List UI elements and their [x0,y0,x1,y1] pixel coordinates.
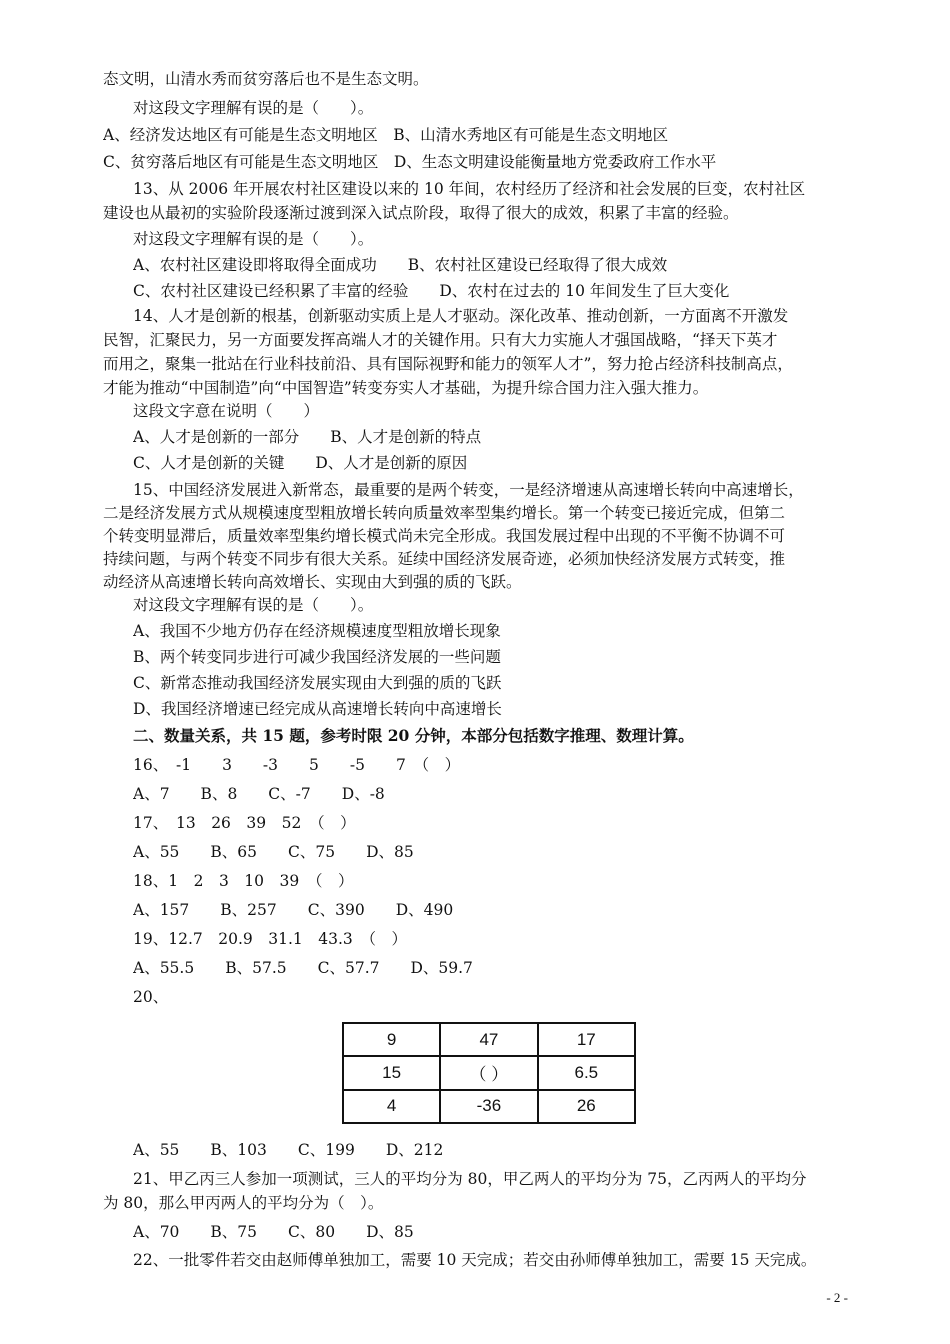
grid-cell: 9 [343,1023,440,1056]
options-line: C、人才是创新的关键 D、人才是创新的原因 [133,454,468,472]
section-heading: 二、数量关系，共 15 题，参考时限 20 分钟，本部分包括数字推理、数理计算。 [133,726,694,745]
text-line: 二是经济发展方式从规模速度型粗放增长转向质量效率型集约增长。第一个转变已接近完成，但第二 [103,504,786,522]
grid-cell: -36 [440,1090,537,1123]
text-line: 民智，汇聚民力，另一方面要发挥高端人才的关键作用。只有大力实施人才强国战略，“择天下英才 [103,331,778,349]
grid-cell: 47 [440,1023,537,1056]
grid-row [343,1090,635,1123]
text-line: 动经济从高速增长转向高效增长、实现由大到强的质的飞跃。 [103,573,522,591]
question-20: 20、 [133,988,169,1006]
grid-cell: 4 [343,1090,440,1123]
option-a: A、我国不少地方仍存在经济规模速度型粗放增长现象 [133,622,501,640]
number-grid [342,1022,636,1124]
options-line: A、55 B、103 C、199 D、212 [133,1141,444,1159]
text-line: 为 80，那么甲丙两人的平均分为（ ）。 [103,1194,384,1212]
options-line: A、55.5 B、57.5 C、57.7 D、59.7 [133,959,473,977]
question-22: 22、一批零件若交由赵师傅单独加工，需要 10 天完成；若交由孙师傅单独加工，需要 15 天完成。 [133,1251,817,1269]
options-line: C、农村社区建设已经积累了丰富的经验 D、农村在过去的 10 年间发生了巨大变化 [133,282,730,300]
text-line: 才能为推动“中国制造”向“中国智造”转变夯实人才基础，为提升综合国力注入强大推力。 [103,379,709,397]
question-14: 14、人才是创新的根基，创新驱动实质上是人才驱动。深化改革、推动创新，一方面离不开激发 [133,307,789,325]
question-15: 15、中国经济发展进入新常态，最重要的是两个转变，一是经济增速从高速增长转向中高速增长， [133,481,804,499]
option-d: D、我国经济增速已经完成从高速增长转向中高速增长 [133,700,502,718]
question-prompt: 对这段文字理解有误的是（ ）。 [133,99,374,117]
question-17: 17、 13 26 39 52 （ ） [133,814,356,832]
grid-cell: 17 [538,1023,635,1056]
question-prompt: 对这段文字理解有误的是（ ）。 [133,596,374,614]
options-line: C、贫穷落后地区有可能是生态文明地区 D、生态文明建设能衡量地方党委政府工作水平 [103,153,717,171]
options-line: A、经济发达地区有可能是生态文明地区 B、山清水秀地区有可能是生态文明地区 [103,126,669,144]
option-c: C、新常态推动我国经济发展实现由大到强的质的飞跃 [133,674,502,692]
question-prompt: 这段文字意在说明（ ） [133,402,320,420]
grid-cell: 6.5 [538,1056,635,1089]
option-b: B、两个转变同步进行可减少我国经济发展的一些问题 [133,648,501,666]
question-19: 19、12.7 20.9 31.1 43.3 （ ） [133,930,408,948]
grid-row [343,1056,635,1089]
grid-row [343,1023,635,1056]
text-line: 而用之，聚集一批站在行业科技前沿、具有国际视野和能力的领军人才”，努力抢占经济科技制高点， [103,355,793,373]
options-line: A、人才是创新的一部分 B、人才是创新的特点 [133,428,482,446]
grid-cell: 15 [343,1056,440,1089]
text-line: 持续问题，与两个转变不同步有很大关系。延续中国经济发展奇迹，必须加快经济发展方式转变，推 [103,550,786,568]
question-prompt: 对这段文字理解有误的是（ ）。 [133,230,374,248]
question-18: 18、1 2 3 10 39 （ ） [133,872,354,890]
grid-cell: 26 [538,1090,635,1123]
options-line: A、农村社区建设即将取得全面成功 B、农村社区建设已经取得了很大成效 [133,256,668,274]
page-number: - 2 - [826,1290,848,1305]
options-line: A、55 B、65 C、75 D、85 [133,843,414,861]
question-21: 21、甲乙丙三人参加一项测试，三人的平均分为 80，甲乙两人的平均分为 75，乙丙两人的平均分 [133,1170,807,1188]
text-line: 建设也从最初的实验阶段逐渐过渡到深入试点阶段，取得了很大的成效，积累了丰富的经验。 [103,204,739,222]
question-16: 16、 -1 3 -3 5 -5 7 （ ） [133,756,461,774]
text-line: 个转变明显滞后，质量效率型集约增长模式尚未完全形成。我国发展过程中出现的不平衡不协调不可 [103,527,786,545]
options-line: A、7 B、8 C、-7 D、-8 [133,785,385,803]
grid-cell-blank: （ ） [440,1056,537,1089]
options-line: A、70 B、75 C、80 D、85 [133,1223,414,1241]
options-line: A、157 B、257 C、390 D、490 [133,901,454,919]
question-13: 13、从 2006 年开展农村社区建设以来的 10 年间，农村经历了经济和社会发展的巨变，农村社区 [133,180,806,198]
text-line: 态文明，山清水秀而贫穷落后也不是生态文明。 [103,70,429,88]
